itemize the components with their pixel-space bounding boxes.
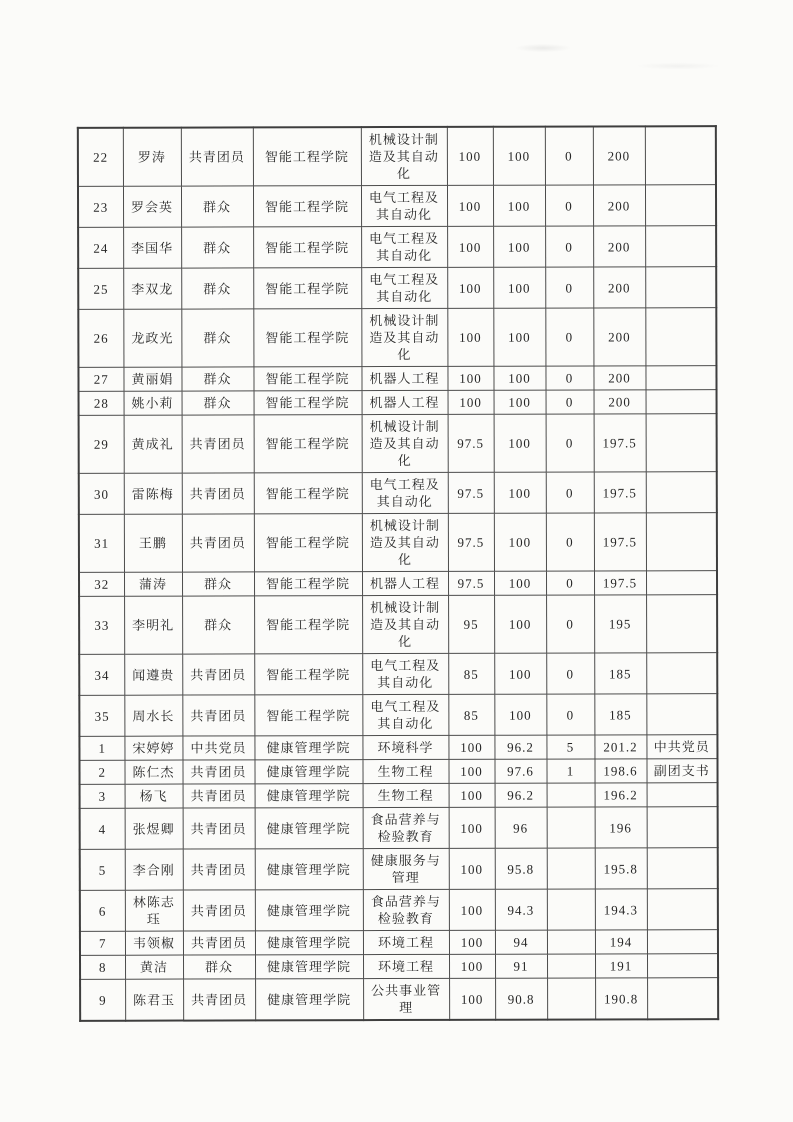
cell-college: 智能工程学院 [254,415,362,473]
cell-index: 8 [80,955,125,979]
cell-political-status: 群众 [182,596,254,654]
cell-total: 194 [595,930,647,954]
cell-college: 健康管理学院 [255,955,363,979]
cell-total: 190.8 [595,978,647,1020]
table-row [79,735,717,761]
cell-name: 雷陈梅 [124,473,182,514]
cell-major: 生物工程 [363,783,449,807]
cell-college: 健康管理学院 [254,736,362,760]
table-row [79,513,717,573]
cell-name: 王鹏 [124,514,182,572]
cell-total: 200 [593,226,645,267]
cell-score-1: 100 [449,978,495,1020]
table-row [79,653,717,696]
cell-bonus: 0 [545,185,593,226]
cell-name: 闻遵贵 [124,654,182,695]
cell-index: 28 [79,391,124,415]
cell-college: 智能工程学院 [253,268,361,309]
cell-remark [646,390,717,414]
table-row [80,978,718,1021]
cell-total: 196 [595,807,647,848]
cell-total: 200 [594,390,646,414]
cell-score-1: 100 [447,127,493,186]
cell-total: 196.2 [595,783,647,807]
cell-name: 姚小莉 [124,391,182,415]
cell-major: 机械设计制造及其自动化 [361,127,447,186]
table-row [78,126,716,186]
cell-score-1: 100 [449,889,495,930]
cell-score-2: 97.6 [494,759,546,783]
cell-index: 23 [78,186,123,227]
cell-score-1: 100 [447,366,493,390]
table-row [79,759,717,785]
cell-score-1: 100 [449,783,495,807]
cell-total: 197.5 [594,414,646,472]
cell-bonus [547,978,595,1020]
cell-major: 机器人工程 [362,390,448,414]
cell-bonus [547,848,595,889]
cell-bonus [547,807,595,848]
cell-remark [645,226,716,267]
cell-total: 200 [593,126,645,185]
cell-total: 197.5 [594,472,646,513]
cell-major: 机械设计制造及其自动化 [362,414,448,472]
cell-major: 机械设计制造及其自动化 [361,308,447,366]
cell-score-1: 100 [447,185,493,226]
cell-political-status: 共青团员 [183,849,255,890]
cell-index: 34 [79,654,124,695]
cell-major: 健康服务与管理 [363,848,449,889]
cell-college: 智能工程学院 [253,309,361,367]
cell-bonus: 1 [546,759,594,783]
table-row [80,807,718,850]
cell-score-2: 100 [494,390,546,414]
cell-score-2: 94.3 [495,889,547,930]
cell-score-1: 100 [448,759,494,783]
cell-college: 智能工程学院 [254,514,362,572]
table-row [80,889,718,932]
table-row [80,783,718,809]
cell-remark [645,366,716,390]
cell-college: 健康管理学院 [255,931,363,955]
cell-score-1: 100 [449,807,495,848]
cell-index: 7 [80,931,125,955]
cell-bonus: 0 [545,226,593,267]
cell-score-2: 100 [494,595,546,653]
cell-name: 李国华 [123,227,181,268]
cell-bonus: 5 [546,735,594,759]
cell-bonus [547,889,595,930]
cell-total: 195.8 [595,848,647,889]
cell-college: 智能工程学院 [253,227,361,268]
cell-college: 智能工程学院 [254,596,362,654]
cell-political-status: 共青团员 [183,979,255,1021]
cell-political-status: 群众 [182,391,254,415]
cell-score-2: 100 [494,414,546,472]
cell-remark [646,653,717,694]
cell-score-1: 97.5 [448,414,494,472]
cell-score-1: 97.5 [448,571,494,595]
cell-score-2: 100 [493,226,545,267]
cell-score-2: 91 [495,954,547,978]
cell-name: 黄成礼 [124,415,182,473]
cell-college: 健康管理学院 [255,890,363,931]
cell-score-2: 95.8 [495,848,547,889]
cell-political-status: 共青团员 [183,808,255,849]
cell-score-2: 100 [494,513,546,571]
cell-bonus: 0 [545,308,593,366]
cell-major: 公共事业管理 [363,978,449,1020]
cell-index: 5 [80,849,125,890]
cell-college: 智能工程学院 [254,572,362,596]
cell-bonus: 0 [546,414,594,472]
cell-score-2: 96.2 [494,735,546,759]
cell-college: 健康管理学院 [255,784,363,808]
cell-score-2: 96 [495,807,547,848]
cell-name: 林陈志珏 [125,890,183,931]
cell-score-2: 100 [494,472,546,513]
table-row [79,571,717,597]
cell-major: 生物工程 [362,759,448,783]
cell-name: 黄丽娟 [123,367,181,391]
cell-political-status: 共青团员 [183,890,255,931]
cell-score-1: 97.5 [448,513,494,571]
table-row [80,848,718,891]
cell-political-status: 共青团员 [182,514,254,572]
cell-political-status: 共青团员 [182,760,254,784]
cell-index: 31 [79,514,124,572]
cell-remark [646,513,717,571]
cell-total: 197.5 [594,513,646,571]
table-row [78,185,716,228]
cell-score-1: 97.5 [448,472,494,513]
cell-bonus: 0 [546,472,594,513]
cell-index: 2 [79,760,124,784]
cell-major: 电气工程及其自动化 [361,185,447,226]
cell-major: 机械设计制造及其自动化 [362,595,448,653]
cell-score-1: 100 [447,267,493,308]
cell-index: 24 [78,227,123,268]
table-row [78,366,716,392]
cell-score-2: 100 [494,653,546,694]
table-row [80,954,718,980]
cell-index: 27 [78,367,123,391]
cell-political-status: 共青团员 [182,654,254,695]
cell-political-status: 群众 [181,268,253,309]
table-row [78,267,716,310]
cell-major: 电气工程及其自动化 [362,694,448,735]
cell-remark [646,472,717,513]
cell-total: 201.2 [594,735,646,759]
cell-bonus [547,783,595,807]
cell-bonus: 0 [546,513,594,571]
cell-score-1: 100 [447,308,493,366]
table-row [79,694,717,737]
cell-college: 健康管理学院 [254,760,362,784]
cell-index: 6 [80,890,125,931]
cell-remark [647,930,718,954]
cell-score-2: 100 [493,366,545,390]
cell-remark [645,126,716,185]
cell-college: 智能工程学院 [254,654,362,695]
cell-political-status: 共青团员 [182,695,254,736]
cell-name: 龙政光 [123,309,181,367]
cell-remark [645,308,716,366]
cell-remark [646,694,717,735]
cell-remark [647,889,718,930]
cell-index: 3 [80,784,125,808]
cell-bonus: 0 [546,390,594,414]
cell-remark [645,267,716,308]
cell-index: 30 [79,473,124,514]
cell-score-2: 100 [493,127,545,186]
cell-index: 25 [78,268,123,309]
cell-political-status: 共青团员 [181,127,253,186]
cell-name: 罗涛 [123,128,181,187]
cell-total: 198.6 [594,759,646,783]
cell-college: 智能工程学院 [253,127,361,186]
cell-political-status: 群众 [181,186,253,227]
cell-index: 35 [79,695,124,736]
cell-index: 1 [79,736,124,760]
cell-major: 电气工程及其自动化 [362,472,448,513]
cell-index: 29 [79,415,124,473]
cell-score-1: 95 [448,595,494,653]
table-row [79,595,717,655]
cell-name: 蒲涛 [124,572,182,596]
cell-score-2: 94 [495,930,547,954]
cell-remark [647,978,718,1020]
cell-score-1: 100 [448,390,494,414]
cell-name: 宋婷婷 [124,736,182,760]
cell-index: 22 [78,128,123,187]
cell-score-2: 90.8 [495,978,547,1020]
table-row [78,308,716,368]
cell-total: 185 [594,694,646,735]
table-row [80,930,718,956]
cell-name: 陈君玉 [125,979,183,1021]
cell-score-1: 100 [448,735,494,759]
cell-name: 韦领椒 [125,931,183,955]
cell-total: 191 [595,954,647,978]
cell-political-status: 群众 [181,309,253,367]
cell-remark [647,807,718,848]
cell-major: 环境工程 [363,930,449,954]
cell-major: 机械设计制造及其自动化 [362,513,448,571]
cell-college: 健康管理学院 [255,979,363,1021]
cell-score-2: 100 [493,185,545,226]
cell-political-status: 中共党员 [182,736,254,760]
cell-total: 200 [593,185,645,226]
cell-bonus: 0 [545,126,593,185]
cell-bonus [547,954,595,978]
cell-political-status: 群众 [182,572,254,596]
cell-bonus: 0 [545,267,593,308]
cell-name: 李合刚 [125,849,183,890]
cell-total: 194.3 [595,889,647,930]
cell-name: 张煜卿 [125,808,183,849]
table-row [79,472,717,515]
cell-political-status: 群众 [183,955,255,979]
cell-total: 197.5 [594,571,646,595]
cell-political-status: 共青团员 [182,415,254,473]
cell-remark [647,954,718,978]
cell-political-status: 群众 [181,227,253,268]
cell-score-1: 85 [448,694,494,735]
cell-score-1: 100 [449,930,495,954]
cell-remark [646,571,717,595]
cell-total: 200 [593,366,645,390]
cell-college: 智能工程学院 [254,695,362,736]
cell-political-status: 群众 [181,367,253,391]
cell-remark [647,848,718,889]
cell-major: 环境科学 [362,735,448,759]
cell-score-2: 96.2 [495,783,547,807]
table-row [79,414,717,474]
cell-total: 185 [594,653,646,694]
cell-college: 智能工程学院 [254,391,362,415]
cell-score-1: 85 [448,653,494,694]
cell-major: 电气工程及其自动化 [361,226,447,267]
table-row [79,390,717,416]
cell-index: 32 [79,572,124,596]
cell-remark [646,414,717,472]
cell-remark: 中共党员 [646,735,717,759]
cell-college: 智能工程学院 [253,186,361,227]
cell-index: 9 [80,979,125,1021]
cell-political-status: 共青团员 [183,931,255,955]
cell-major: 机器人工程 [362,571,448,595]
cell-total: 200 [593,267,645,308]
cell-bonus: 0 [545,366,593,390]
cell-college: 健康管理学院 [255,849,363,890]
cell-political-status: 共青团员 [182,473,254,514]
cell-score-1: 100 [447,226,493,267]
cell-bonus: 0 [546,595,594,653]
cell-score-2: 100 [494,694,546,735]
cell-index: 26 [78,309,123,367]
cell-major: 环境工程 [363,954,449,978]
cell-name: 周水长 [124,695,182,736]
cell-score-1: 100 [449,954,495,978]
cell-remark [645,185,716,226]
cell-index: 33 [79,596,124,654]
cell-name: 罗会英 [123,186,181,227]
cell-bonus: 0 [546,571,594,595]
cell-total: 195 [594,595,646,653]
cell-name: 杨飞 [125,784,183,808]
cell-major: 食品营养与检验教育 [363,889,449,930]
cell-score-2: 100 [493,267,545,308]
cell-major: 电气工程及其自动化 [361,267,447,308]
cell-name: 陈仁杰 [124,760,182,784]
cell-name: 李双龙 [123,268,181,309]
cell-college: 智能工程学院 [253,367,361,391]
cell-name: 黄洁 [125,955,183,979]
cell-total: 200 [593,308,645,366]
cell-major: 电气工程及其自动化 [362,653,448,694]
cell-remark [647,783,718,807]
cell-index: 4 [80,808,125,849]
cell-bonus: 0 [546,653,594,694]
cell-score-1: 100 [449,848,495,889]
cell-name: 李明礼 [124,596,182,654]
cell-remark: 副团支书 [646,759,717,783]
cell-score-2: 100 [494,571,546,595]
cell-college: 健康管理学院 [255,808,363,849]
cell-college: 智能工程学院 [254,473,362,514]
table-row [78,226,716,269]
student-score-table [77,125,719,1022]
cell-score-2: 100 [493,308,545,366]
cell-bonus: 0 [546,694,594,735]
cell-major: 食品营养与检验教育 [363,807,449,848]
cell-political-status: 共青团员 [183,784,255,808]
cell-bonus [547,930,595,954]
cell-remark [646,595,717,653]
table-body [78,126,718,1021]
cell-major: 机器人工程 [361,366,447,390]
